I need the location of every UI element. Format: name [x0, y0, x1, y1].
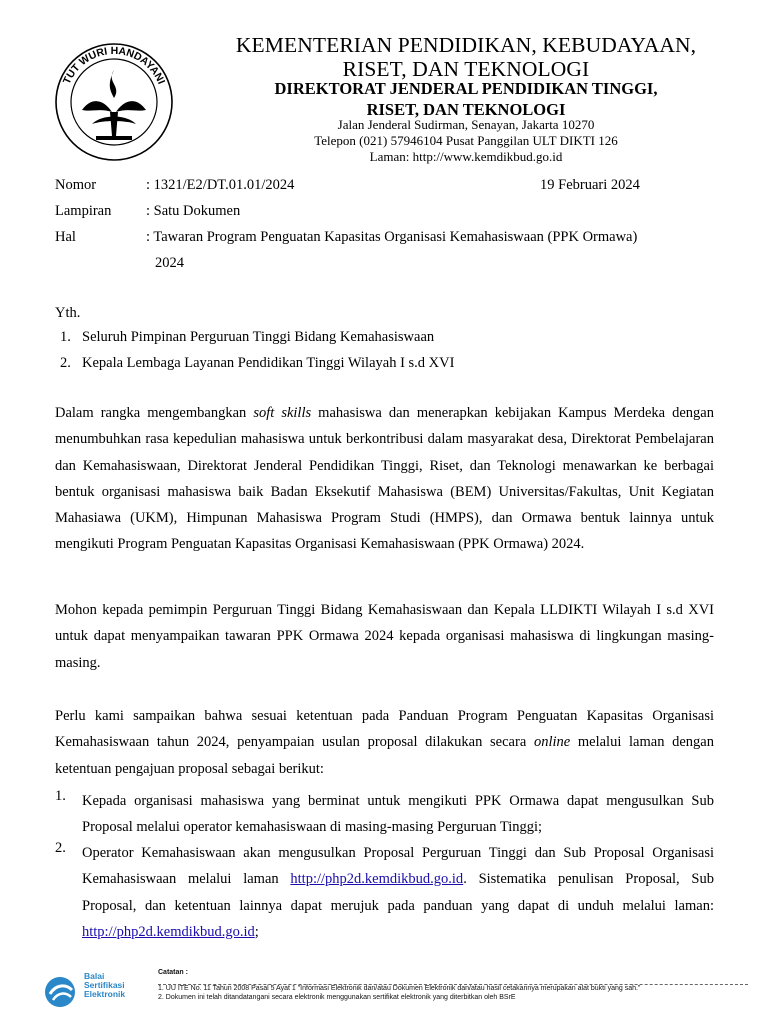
- list-item-2: [82, 840, 714, 945]
- p1-italic: soft skills: [253, 405, 312, 421]
- paragraph-request: Mohon kepada pemimpin Perguruan Tinggi Bidang Kemahasiswaan dan Kepala LLDIKTI Wilayah I s.d XVI untuk dapat menyampaikan tawaran PPK Ormawa 2024 kepada organisasi mahasiswa di lingkungan masing-masing.: [55, 602, 714, 671]
- footer-notes: [158, 968, 758, 1003]
- directorate-line1: DIREKTORAT JENDERAL PENDIDIKAN TINGGI,: [274, 79, 658, 98]
- hal-label: Hal: [55, 229, 76, 245]
- bsre-line2: Sertifikasi: [84, 980, 125, 990]
- nomor-label: Nomor: [55, 177, 97, 193]
- bsre-name: [84, 972, 125, 999]
- list2-text-b: . Sistematika penulisan Proposal, Sub Proposal, dan ketentuan lainnya dapat merujuk pada panduan yang dapat di unduh melalui laman:: [82, 871, 714, 914]
- list-item-1: Kepada organisasi mahasiswa yang berminat untuk mengikuti PPK Ormawa dapat mengusulkan Sub Proposal melalui operator kemahasiswaan di masing-masing Perguruan Tinggi;: [82, 793, 714, 836]
- list-num-1: 1.: [55, 788, 66, 804]
- salutation: Yth.: [55, 305, 81, 321]
- hal-value-line2: 2024: [155, 255, 184, 271]
- lampiran-value: : Satu Dokumen: [146, 203, 241, 219]
- website-line: Laman: http://www.kemdikbud.go.id: [369, 149, 563, 164]
- lampiran-label: Lampiran: [55, 203, 112, 219]
- list2-text-c: ;: [254, 923, 259, 940]
- addressee-num-2: 2.: [60, 355, 71, 371]
- p3-italic: online: [533, 734, 571, 751]
- hal-value-line1: : Tawaran Program Penguatan Kapasitas Organisasi Kemahasiswaan (PPK Ormawa): [146, 229, 638, 245]
- phone-line: Telepon (021) 57946104 Pusat Panggilan ULT DIKTI 126: [314, 133, 618, 148]
- paragraph-intro: [55, 400, 714, 558]
- php2d-link-1[interactable]: http://php2d.kemdikbud.go.id: [290, 871, 464, 888]
- p3-text-b: melalui laman dengan ketentuan pengajuan proposal sebagai berikut:: [55, 734, 714, 777]
- addressee-2: Kepala Lembaga Layanan Pendidikan Tinggi Wilayah I s.d XVI: [82, 355, 455, 371]
- p1-text-a: Dalam rangka mengembangkan: [55, 405, 254, 421]
- p3-text-a: Perlu kami sampaikan bahwa sesuai ketentuan pada Panduan Program Penguatan Kapasitas Organisasi Kemahasiswaan tahun 2024, penyampaian usulan proposal dilakukan secara: [55, 708, 714, 751]
- php2d-link-2[interactable]: http://php2d.kemdikbud.go.id: [82, 923, 255, 940]
- logo-motto-text: TUT WURI HANDAYANI: [60, 44, 168, 87]
- bsre-line3: Elektronik: [84, 989, 126, 999]
- directorate-line2: RISET, DAN TEKNOLOGI: [366, 100, 566, 119]
- footer-note-1: 1. UU ITE No. 11 Tahun 2008 Pasal 5 Ayat 1 "Informasi Elektronik dan/atau Dokumen Elektronik dan/atau hasil cetakannya merupakan alat bukti yang sah.": [158, 984, 641, 992]
- bsre-line1: Balai: [84, 971, 105, 981]
- letter-date: 19 Februari 2024: [540, 177, 640, 193]
- paragraph-provisions: [55, 703, 714, 782]
- footer-divider: [158, 984, 748, 985]
- footer-note-2: 2. Dokumen ini telah ditandatangani secara elektronik menggunakan sertifikat elektronik yang diterbitkan oleh BSrE: [158, 994, 516, 1001]
- addressee-num-1: 1.: [60, 329, 71, 345]
- ministry-line1: KEMENTERIAN PENDIDIKAN, KEBUDAYAAN,: [235, 33, 697, 57]
- directorate-name: [182, 78, 750, 120]
- address-line: Jalan Jenderal Sudirman, Senayan, Jakarta 10270: [337, 117, 595, 132]
- ministry-line2: RISET, DAN TEKNOLOGI: [342, 57, 590, 81]
- ministry-name: [182, 33, 750, 81]
- contact-block: [182, 117, 750, 165]
- nomor-value: : 1321/E2/DT.01.01/2024: [146, 177, 295, 193]
- list2-text-a: Operator Kemahasiswaan akan mengusulkan Proposal Perguruan Tinggi dan Sub Proposal Organisasi Kemahasiswaan melalui laman: [82, 845, 714, 888]
- addressee-1: Seluruh Pimpinan Perguruan Tinggi Bidang Kemahasiswaan: [82, 329, 435, 345]
- tut-wuri-handayani-logo: [52, 40, 176, 164]
- p1-text-b: mahasiswa dan menerapkan kebijakan Kampus Merdeka dengan menumbuhkan rasa kepedulian mahasiswa untuk berkontribusi dalam masyarakat desa, Direktorat Pembelajaran dan Kemahasiswaan, Direktorat Jenderal Pendidikan Tinggi, Riset, dan Teknologi menawarkan ke berbagai bentuk organisasi mahasiswa baik Badan Eksekutif Mahasiswa (BEM) Universitas/Fakultas, Unit Kegiatan Mahasiawa (UKM), Himpunan Mahasiswa Program Studi (HMPS), dan Ormawa bentuk lainnya untuk mengikuti Program Penguatan Kapasitas Organisasi Kemahasiswaan (PPK Ormawa) 2024.: [55, 405, 714, 553]
- catatan-label: Catatan :: [158, 969, 188, 976]
- list-num-2: 2.: [55, 840, 66, 856]
